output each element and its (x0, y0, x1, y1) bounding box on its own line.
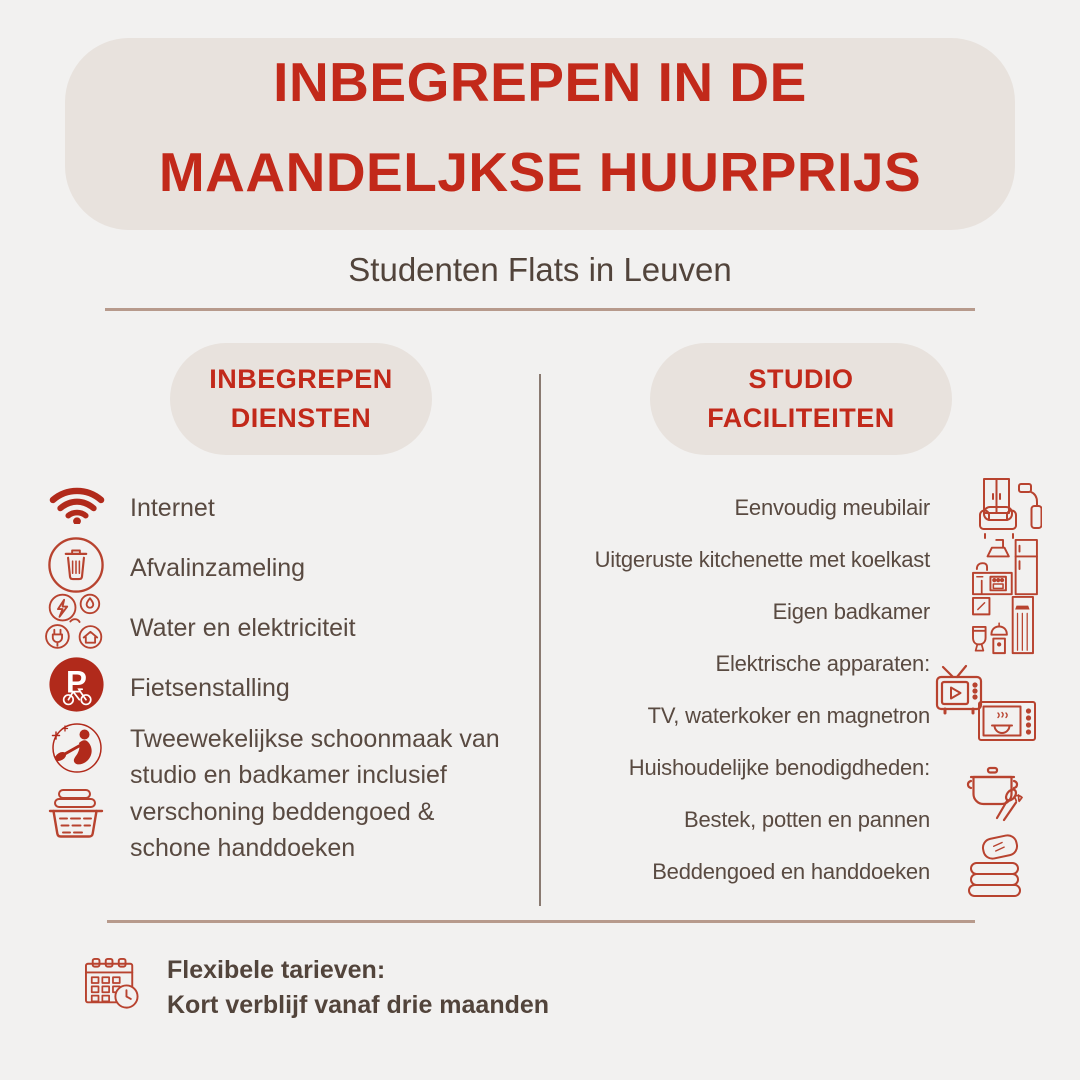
left-column-header (170, 343, 432, 455)
cleaning-icon (46, 720, 106, 776)
service-label: Tweewekelijkse schoonmaak van studio en badkamer inclusief verschoning beddengoed & schone handdoeken (130, 725, 500, 863)
subtitle: Studenten Flats in Leuven (348, 251, 732, 288)
facility-label: Huishoudelijke benodigdheden: (628, 755, 930, 780)
facility-label: Eenvoudig meubilair (734, 495, 930, 520)
bottom-divider (107, 920, 975, 923)
laundry-basket-icon (44, 786, 108, 844)
kitchen-icon (968, 538, 1040, 600)
service-label: Fietsenstalling (130, 674, 290, 702)
utilities-icon (44, 592, 108, 652)
facility-label: TV, waterkoker en magnetron (647, 703, 930, 728)
bedding-icon (966, 834, 1024, 898)
microwave-icon (977, 700, 1037, 742)
footer-line1: Flexibele tarieven: (167, 956, 386, 984)
bike-parking-icon (48, 656, 105, 713)
main-title-line1: INBEGREPEN IN DE (273, 51, 807, 113)
right-header-line2: FACILITEITEN (707, 403, 895, 433)
furniture-icon (972, 477, 1042, 539)
facility-label: Eigen badkamer (772, 599, 930, 624)
calendar-clock-icon (84, 957, 140, 1011)
facility-label: Bestek, potten en pannen (684, 807, 930, 832)
facility-label: Uitgeruste kitchenette met koelkast (594, 547, 930, 572)
main-title-line2: MAANDELJKSE HUURPRIJS (158, 141, 922, 203)
top-divider (105, 308, 975, 311)
tv-icon (935, 664, 983, 718)
wifi-icon (49, 487, 105, 524)
facility-label: Elektrische apparaten: (715, 651, 930, 676)
trash-icon (47, 536, 105, 594)
service-label: Water en elektriciteit (130, 614, 356, 642)
pot-cutlery-icon (963, 766, 1025, 824)
right-header-line1: STUDIO (748, 364, 854, 394)
service-label: Internet (130, 494, 215, 522)
left-header-line2: DIENSTEN (230, 403, 372, 433)
column-divider (539, 374, 541, 906)
footer-line2: Kort verblijf vanaf drie maanden (167, 991, 550, 1019)
right-column-header (650, 343, 952, 455)
left-header-line1: INBEGREPEN (209, 364, 393, 394)
service-label: Afvalinzameling (130, 554, 306, 582)
facility-label: Beddengoed en handdoeken (652, 859, 930, 884)
parking-letter: P (66, 664, 87, 700)
bathroom-icon (968, 596, 1038, 656)
